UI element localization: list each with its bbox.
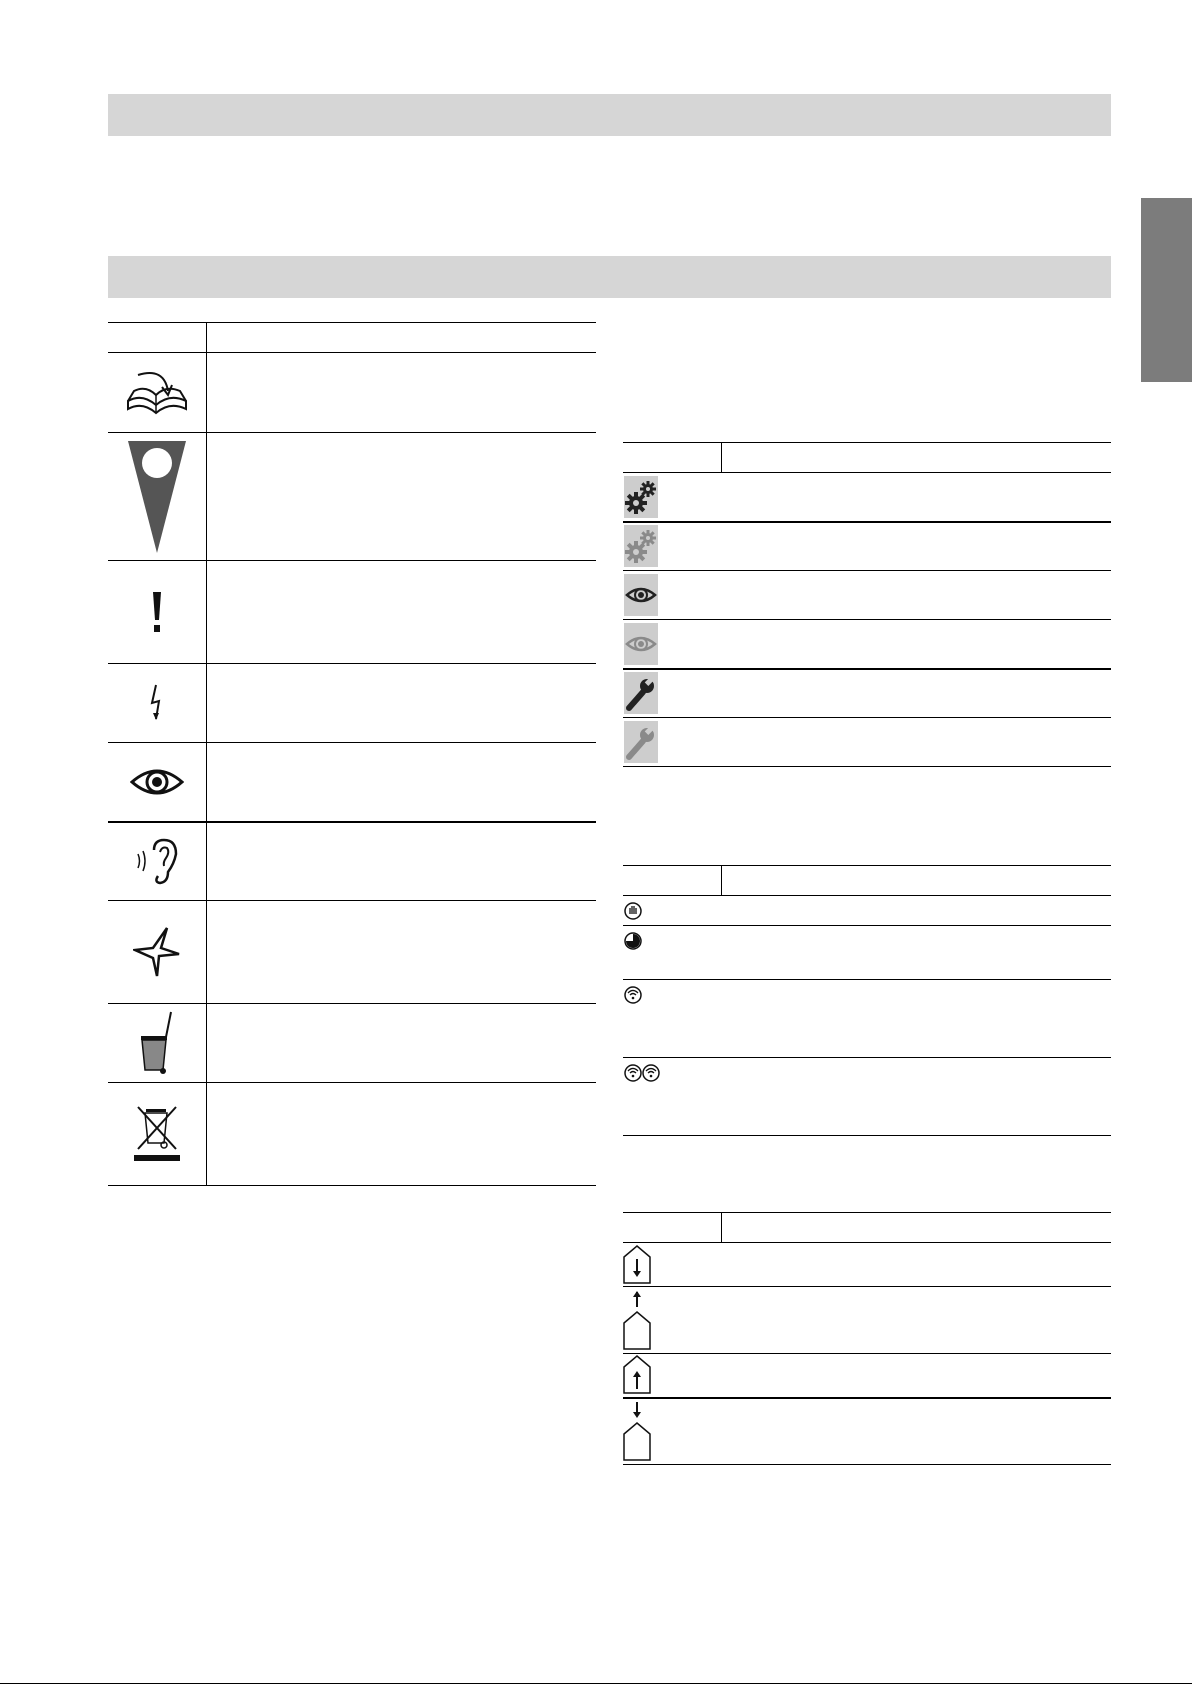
table-row	[623, 1398, 1111, 1465]
table-row	[623, 718, 1111, 767]
weee-crossed-bin-icon	[132, 1103, 182, 1165]
table-row	[108, 433, 596, 561]
table-row	[623, 1058, 1111, 1136]
table-row	[108, 664, 596, 743]
electric-shock-icon	[147, 683, 167, 723]
header-meaning-cell	[206, 323, 596, 353]
table-row	[623, 571, 1111, 620]
table-row	[108, 561, 596, 664]
house-arrow-up-outside-icon	[623, 1289, 653, 1351]
table-row	[623, 473, 1111, 522]
exclamation-icon	[149, 590, 165, 634]
right-symbol-table-3	[623, 1212, 1111, 1465]
page-bottom-rule	[0, 1683, 1192, 1684]
table-header-row	[108, 323, 596, 353]
manual-icon	[124, 365, 190, 421]
eye-icon	[624, 623, 658, 665]
table-row	[623, 522, 1111, 571]
table-header-row	[623, 866, 1111, 896]
right-symbol-table-2	[623, 865, 1111, 1136]
wrench-icon	[624, 721, 658, 763]
table-row	[108, 743, 596, 822]
table-row	[108, 1083, 596, 1186]
table-row	[623, 980, 1111, 1058]
warning-pennant-icon	[126, 439, 188, 555]
double-wifi-circle-icon	[623, 1063, 661, 1083]
clock-circle-icon	[623, 931, 643, 951]
table-row	[108, 822, 596, 901]
table-row	[623, 1243, 1111, 1287]
header-symbol-cell	[108, 323, 206, 353]
table-row	[108, 1004, 596, 1083]
right-symbol-table-1	[623, 442, 1111, 767]
wifi-circle-icon	[623, 985, 643, 1005]
explosion-star-icon	[133, 926, 181, 978]
table-row	[623, 896, 1111, 926]
table-row	[108, 901, 596, 1004]
table-row	[623, 1287, 1111, 1354]
eye-icon	[130, 766, 184, 798]
house-arrow-down-outside-icon	[623, 1400, 653, 1462]
gears-icon	[624, 525, 658, 567]
house-arrow-down-inside-icon	[623, 1245, 653, 1285]
eye-icon	[624, 574, 658, 616]
table-row	[623, 1354, 1111, 1398]
gears-icon	[624, 476, 658, 518]
left-symbol-table	[108, 322, 596, 1186]
house-arrow-up-inside-icon	[623, 1355, 653, 1395]
waste-bin-icon	[135, 1010, 179, 1076]
table-header-row	[623, 1213, 1111, 1243]
section-header-band	[108, 94, 1111, 136]
wrench-icon	[624, 672, 658, 714]
ear-icon	[130, 836, 184, 886]
section-header-band	[108, 256, 1111, 298]
table-row	[108, 353, 596, 433]
table-header-row	[623, 443, 1111, 473]
table-row	[623, 620, 1111, 669]
chapter-tab	[1141, 198, 1192, 382]
hand-circle-icon	[623, 901, 643, 921]
table-row	[623, 926, 1111, 980]
table-row	[623, 669, 1111, 718]
